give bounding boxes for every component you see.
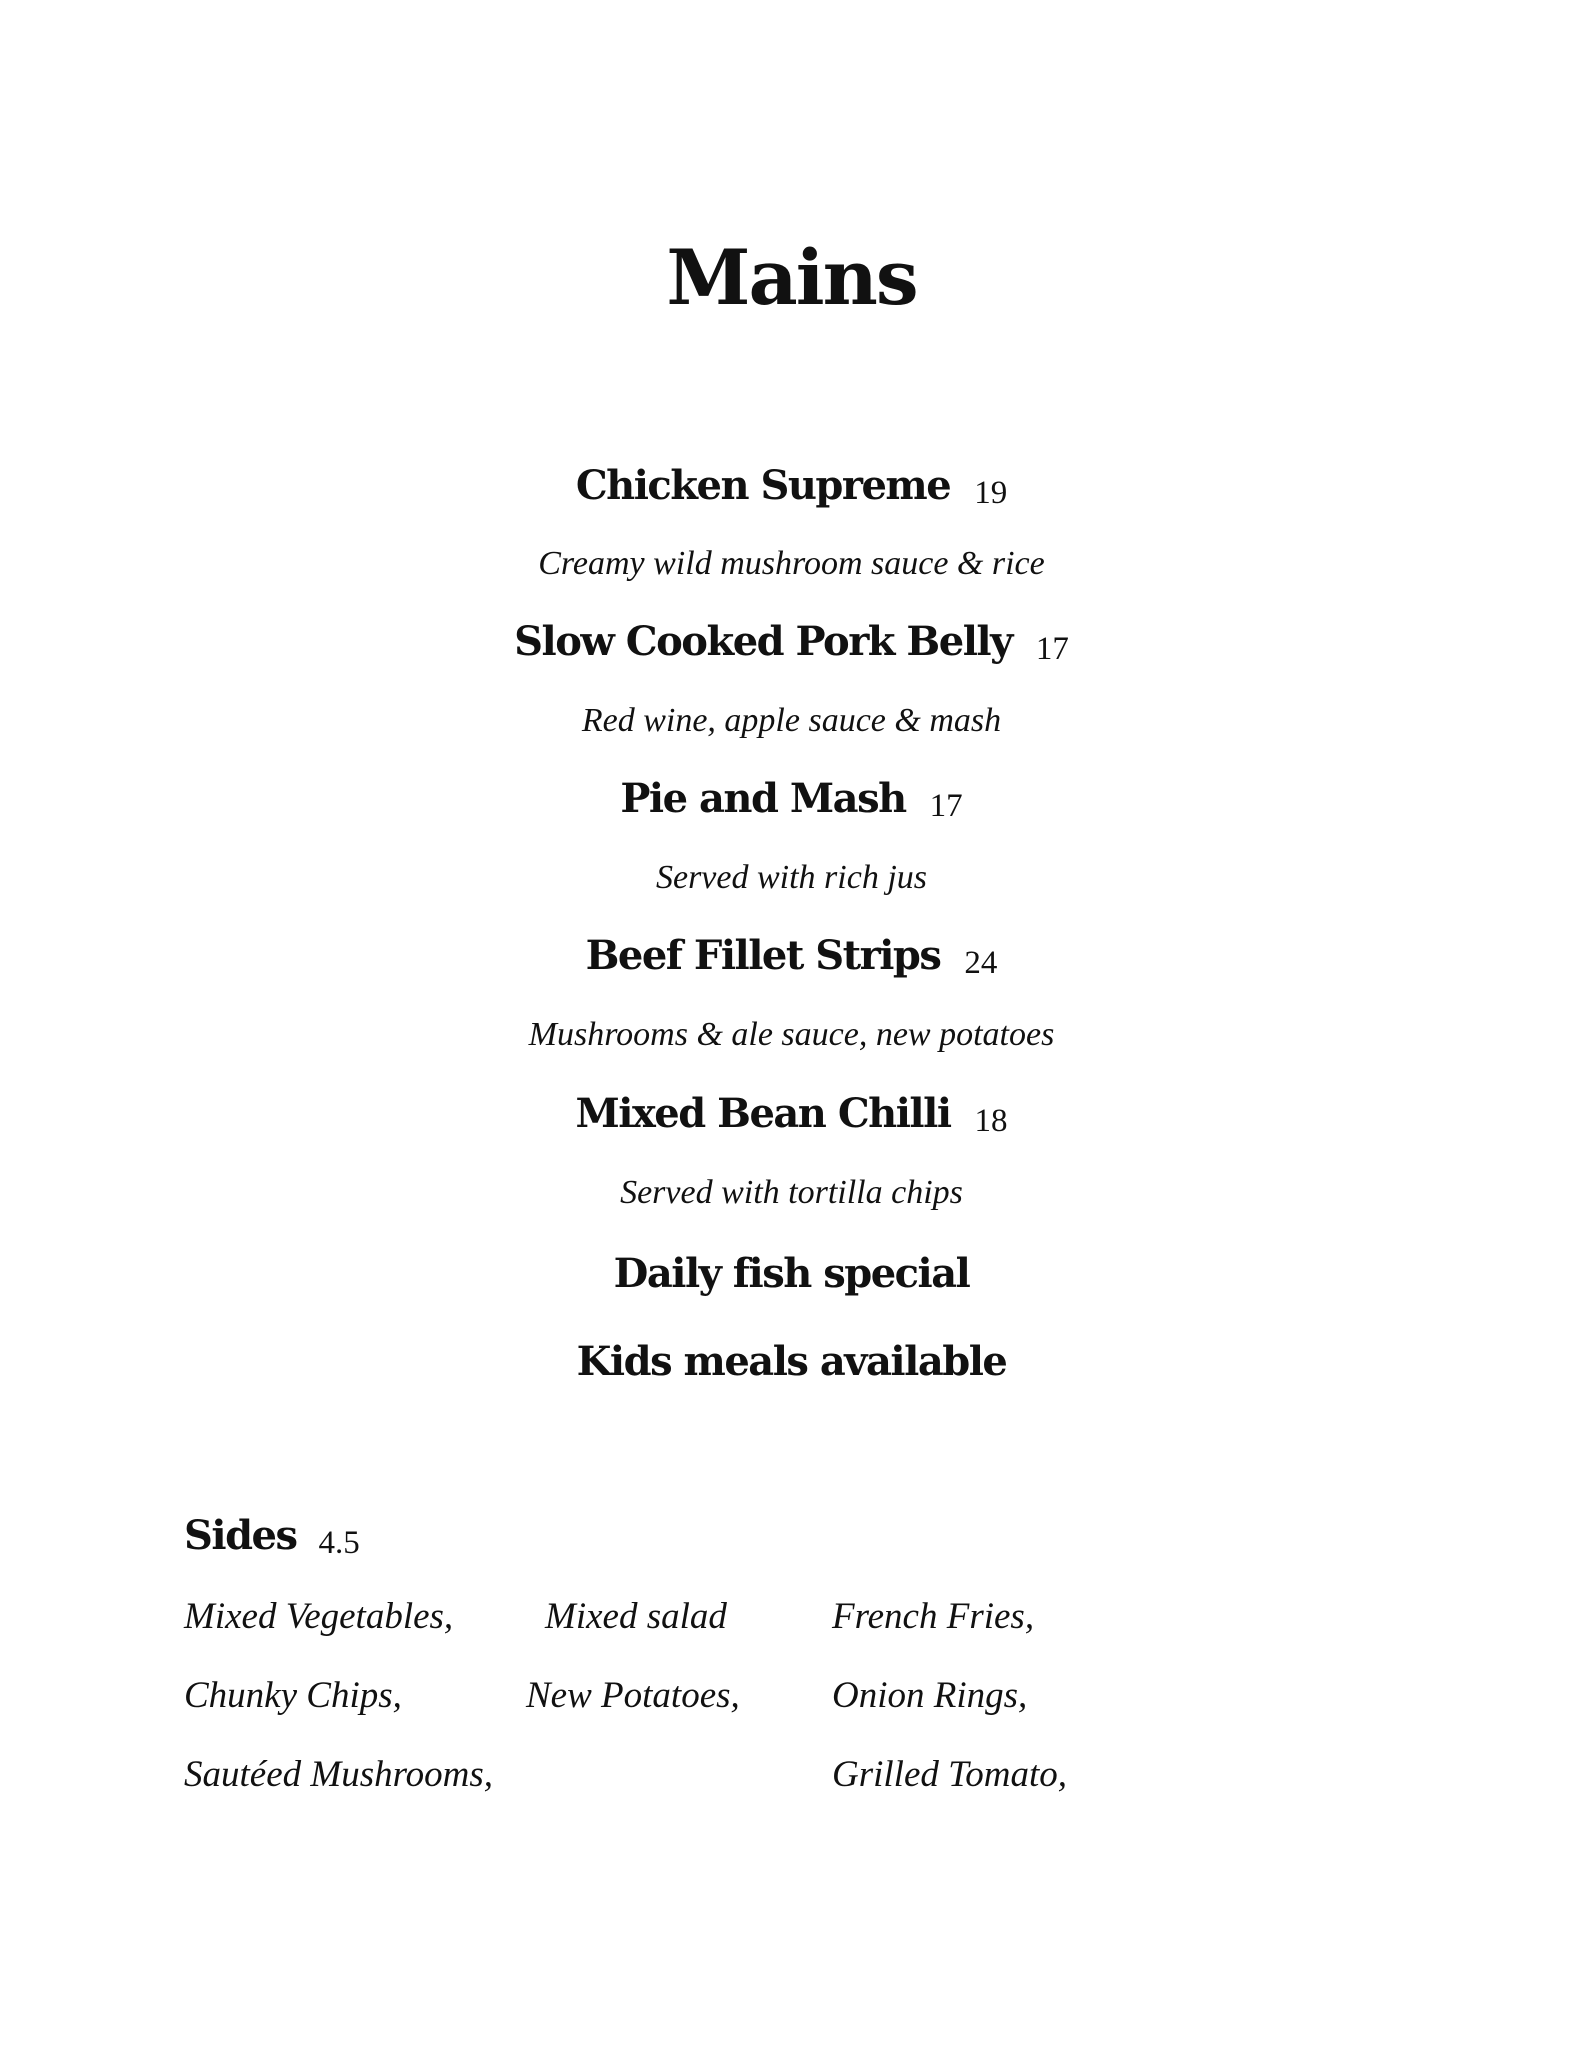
dish-price: 19: [974, 475, 1008, 511]
dish-pork-belly: [0, 618, 1583, 667]
side-item: Chunky Chips,: [184, 1675, 402, 1716]
dish-mixed-bean-chilli: [0, 1090, 1583, 1139]
dish-description: Served with rich jus: [655, 859, 928, 896]
sides-heading: [184, 1512, 360, 1561]
sides-title: Sides: [184, 1512, 297, 1559]
dish-chicken-supreme: [0, 462, 1583, 511]
side-item: Grilled Tomato,: [832, 1754, 1068, 1795]
side-item: New Potatoes,: [526, 1675, 740, 1716]
dish-description: Red wine, apple sauce & mash: [581, 702, 1002, 739]
side-item: Mixed Vegetables,: [184, 1596, 454, 1637]
dish-description: Served with tortilla chips: [620, 1174, 963, 1211]
dish-name: Mixed Bean Chilli: [575, 1090, 951, 1137]
dish-price: 18: [974, 1103, 1008, 1139]
side-item: French Fries,: [832, 1596, 1035, 1637]
kids-meals-note: Kids meals available: [576, 1338, 1007, 1385]
dish-price: 17: [929, 788, 963, 824]
dish-description: Mushrooms & ale sauce, new potatoes: [528, 1016, 1055, 1053]
dish-description: Creamy wild mushroom sauce & rice: [538, 545, 1045, 582]
dish-pie-and-mash: [0, 775, 1583, 824]
daily-fish-special: Daily fish special: [613, 1250, 970, 1297]
side-item: Onion Rings,: [832, 1675, 1028, 1716]
dish-price: 24: [964, 945, 998, 981]
dish-beef-fillet-strips: [0, 932, 1583, 981]
sides-price: 4.5: [318, 1525, 360, 1561]
dish-name: Beef Fillet Strips: [585, 932, 941, 979]
side-item: Mixed salad: [545, 1596, 727, 1637]
dish-name: Slow Cooked Pork Belly: [514, 618, 1012, 665]
page-title: Mains: [666, 233, 917, 322]
side-item: Sautéed Mushrooms,: [184, 1754, 493, 1795]
dish-name: Pie and Mash: [620, 775, 906, 822]
dish-price: 17: [1035, 631, 1069, 667]
dish-name: Chicken Supreme: [575, 462, 951, 509]
